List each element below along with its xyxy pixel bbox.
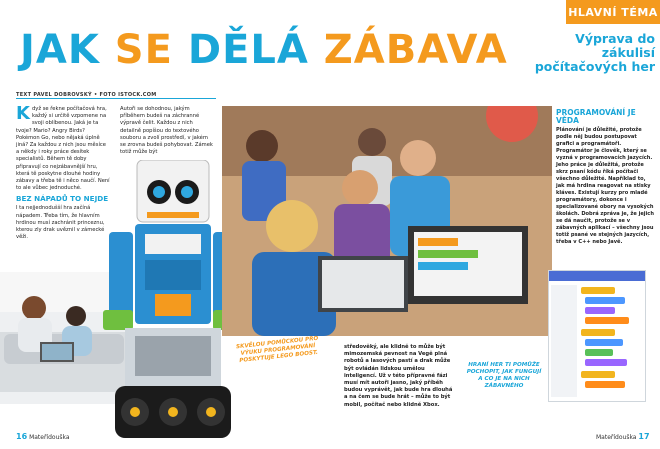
paragraph: dyž se řekne počítačová hra, každý si určitě vzpomene na svoji oblíbenou. Jaká je ta tvoje? Mario? Angry Birds? Pokémon Go, nebo nějaká úplně jiná? Za každou z nich jsou měsíce a někdy i roky práce desítek specialistů. Během tě doby připravují co nejzábavnější hru, která tě poskytne dlouhé hodiny zábavy a třeba tě i něco naučí. Není to ale vůbec jednoduché. xyxy=(16,106,110,192)
paragraph: středověký, ale klidně to může být mimozemská pevnost na Vegě plná robotů a lasových pastí a drak může být ovládán lidskou umělou inteligencí. Už v této přípravné fázi musí mít autoři jasno, jaký příběh budou vyprávět, jak bude hra dlouhá a na čem se bude hrát – může to být mobil, počítač nebo klidně Xbox. xyxy=(344,344,453,408)
magazine-name-right: Mateřídouška xyxy=(596,434,637,441)
section-tag: HLAVNÍ TÉMA xyxy=(566,0,660,24)
headline-word-3: DĚLÁ xyxy=(187,27,309,73)
footer-right xyxy=(596,432,650,441)
subtitle: Výprava do zákulisí počítačových her xyxy=(534,31,655,74)
headline xyxy=(20,26,508,74)
article-column-2 xyxy=(120,106,214,159)
kids-classroom-image xyxy=(222,106,552,336)
byline: TEXT PAVEL DOBROVSKÝ • FOTO ISTOCK.COM xyxy=(16,92,157,98)
paragraph: Autoři se dohodnou, jakým příběhem budeš na záchranné výpravě čelit. Každou z nich detailně popíšou do textového souboru a zvolí prostředí, v jakém se zrovna budeš pohybovat. Zámek totiž může být xyxy=(120,106,213,156)
sidebar-box xyxy=(556,106,654,249)
byline-rule xyxy=(16,98,216,99)
sidebar-text: Plánování je důležité, protože podle něj budou postupovat grafici a programátoři. Programátor je člověk, který se vyzná v programovacích jazycích. Jeho práce je důležitá, protože skrz psaní kódu říká počítači všechno důležité. Například to, jak má hrdina reagovat na stisky kláves. Existují kurzy pro mladé programátory, dokonce i specializované obory na vysokých školách. Dobrá zpráva je, že jejich se dá naučit, protože se v zábavných aplikací – všechny jsou totiž psané ve stejných jazycích, třeba v C++ nebo Javě. xyxy=(556,127,654,245)
caption-kids: HRANÍ HER TI POMŮŽE POCHOPIT, JAK FUNGUJÍ A CO JE NA NICH ZÁBAVNÉHO xyxy=(466,362,542,389)
scratch-code-image xyxy=(549,271,645,401)
paragraph: I ta nejjednodušší hra začíná nápadem. Třeba tím, že hlavním hrdinou musí zachránit princeznu, kterou zly drak uvěznil v zámecké věži. xyxy=(16,205,105,241)
subheading: BEZ NÁPADŮ TO NEJDE xyxy=(16,194,109,204)
magazine-name-left: Mateřídouška xyxy=(29,434,70,441)
article-column-3 xyxy=(344,344,456,412)
drop-cap: K xyxy=(16,103,30,124)
headline-word-4: ZÁBAVA xyxy=(323,27,508,73)
headline-word-1: JAK xyxy=(20,27,100,73)
page-number-left: 16 xyxy=(16,432,28,441)
footer-left xyxy=(16,432,70,441)
headline-word-2: SE xyxy=(114,27,173,73)
photo-scratch-code xyxy=(548,270,646,402)
sidebar-heading: PROGRAMOVÁNÍ JE VĚDA xyxy=(556,108,636,125)
page-number-right: 17 xyxy=(638,432,650,441)
caption-robot: SKVĚLOU POMŮCKOU PRO VÝUKU PROGRAMOVÁNÍ POSKYTUJE LEGO BOOST. xyxy=(235,335,319,365)
photo-kids-classroom xyxy=(222,106,552,336)
